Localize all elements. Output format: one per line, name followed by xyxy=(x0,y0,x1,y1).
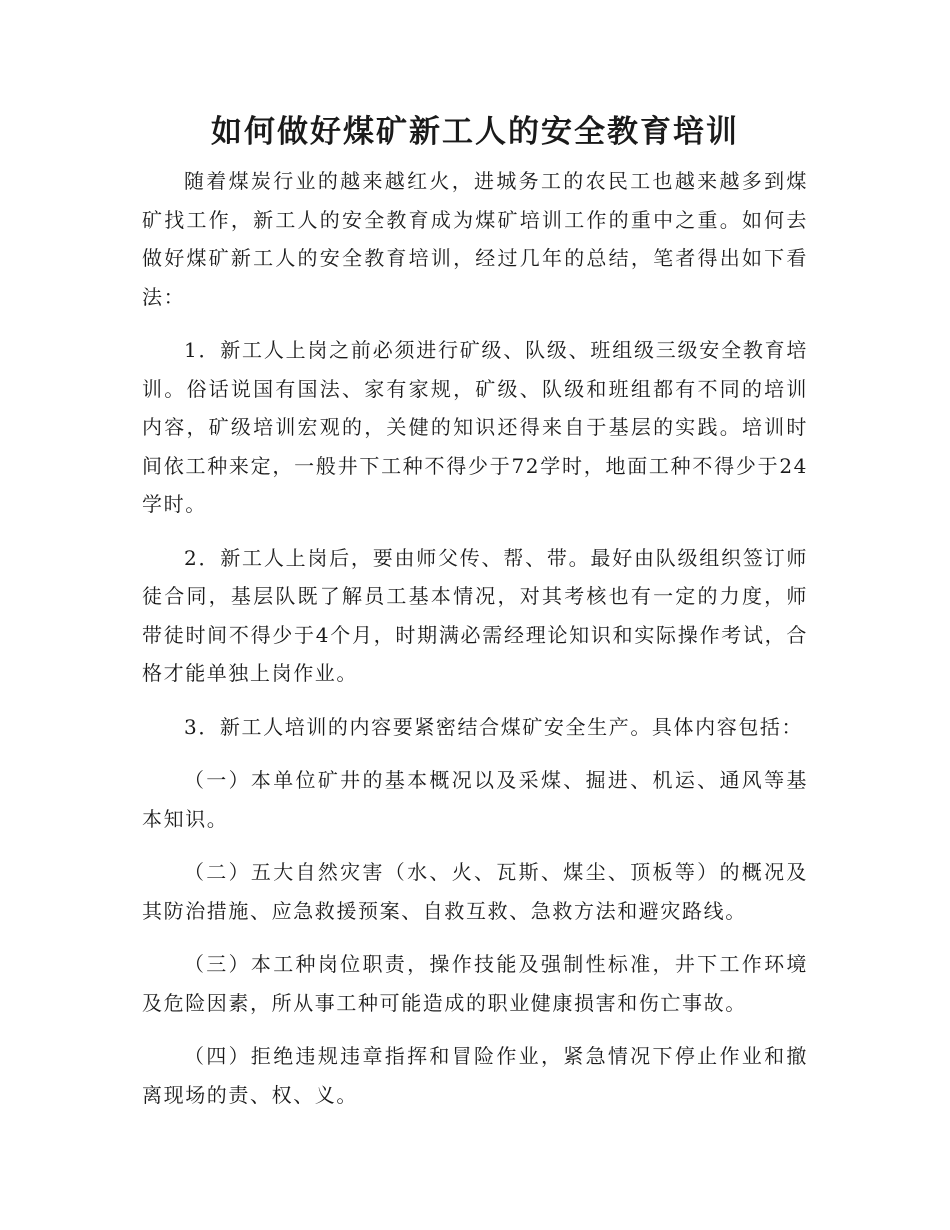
paragraph-intro: 随着煤炭行业的越来越红火，进城务工的农民工也越来越多到煤矿找工作，新工人的安全教育成为煤矿培训工作的重中之重。如何去做好煤矿新工人的安全教育培训，经过几年的总结，笔者得出如下看法： xyxy=(142,169,808,309)
document-title: 如何做好煤矿新工人的安全教育培训 xyxy=(211,114,739,150)
paragraph-point-3: 3．新工人培训的内容要紧密结合煤矿安全生产。具体内容包括： xyxy=(184,714,804,739)
paragraph-point-1: 1．新工人上岗之前必须进行矿级、队级、班组级三级安全教育培训。俗话说国有国法、家有家规，矿级、队级和班组都有不同的培训内容，矿级培训宏观的，关健的知识还得来自于基层的实践。培训时间依工种来定，一般井下工种不得少于72学时，地面工种不得少于24学时。 xyxy=(142,338,808,516)
paragraph-item-2: （二）五大自然灾害（水、火、瓦斯、煤尘、顶板等）的概况及其防治措施、应急救援预案、自救互救、急救方法和避灾路线。 xyxy=(142,860,808,923)
paragraph-item-1: （一）本单位矿井的基本概况以及采煤、掘进、机运、通风等基本知识。 xyxy=(142,768,808,831)
paragraph-item-4: （四）拒绝违规违章指挥和冒险作业，紧急情况下停止作业和撤离现场的责、权、义。 xyxy=(142,1044,808,1107)
paragraph-item-3: （三）本工种岗位职责，操作技能及强制性标准，井下工作环境及危险因素，所从事工种可能造成的职业健康损害和伤亡事故。 xyxy=(142,952,808,1015)
document-body xyxy=(142,162,808,1129)
paragraph-point-2: 2．新工人上岗后，要由师父传、帮、带。最好由队级组织签订师徒合同，基层队既了解员工基本情况，对其考核也有一定的力度，师带徒时间不得少于4个月，时期满必需经理论知识和实际操作考试，合格才能单独上岗作业。 xyxy=(142,545,808,685)
